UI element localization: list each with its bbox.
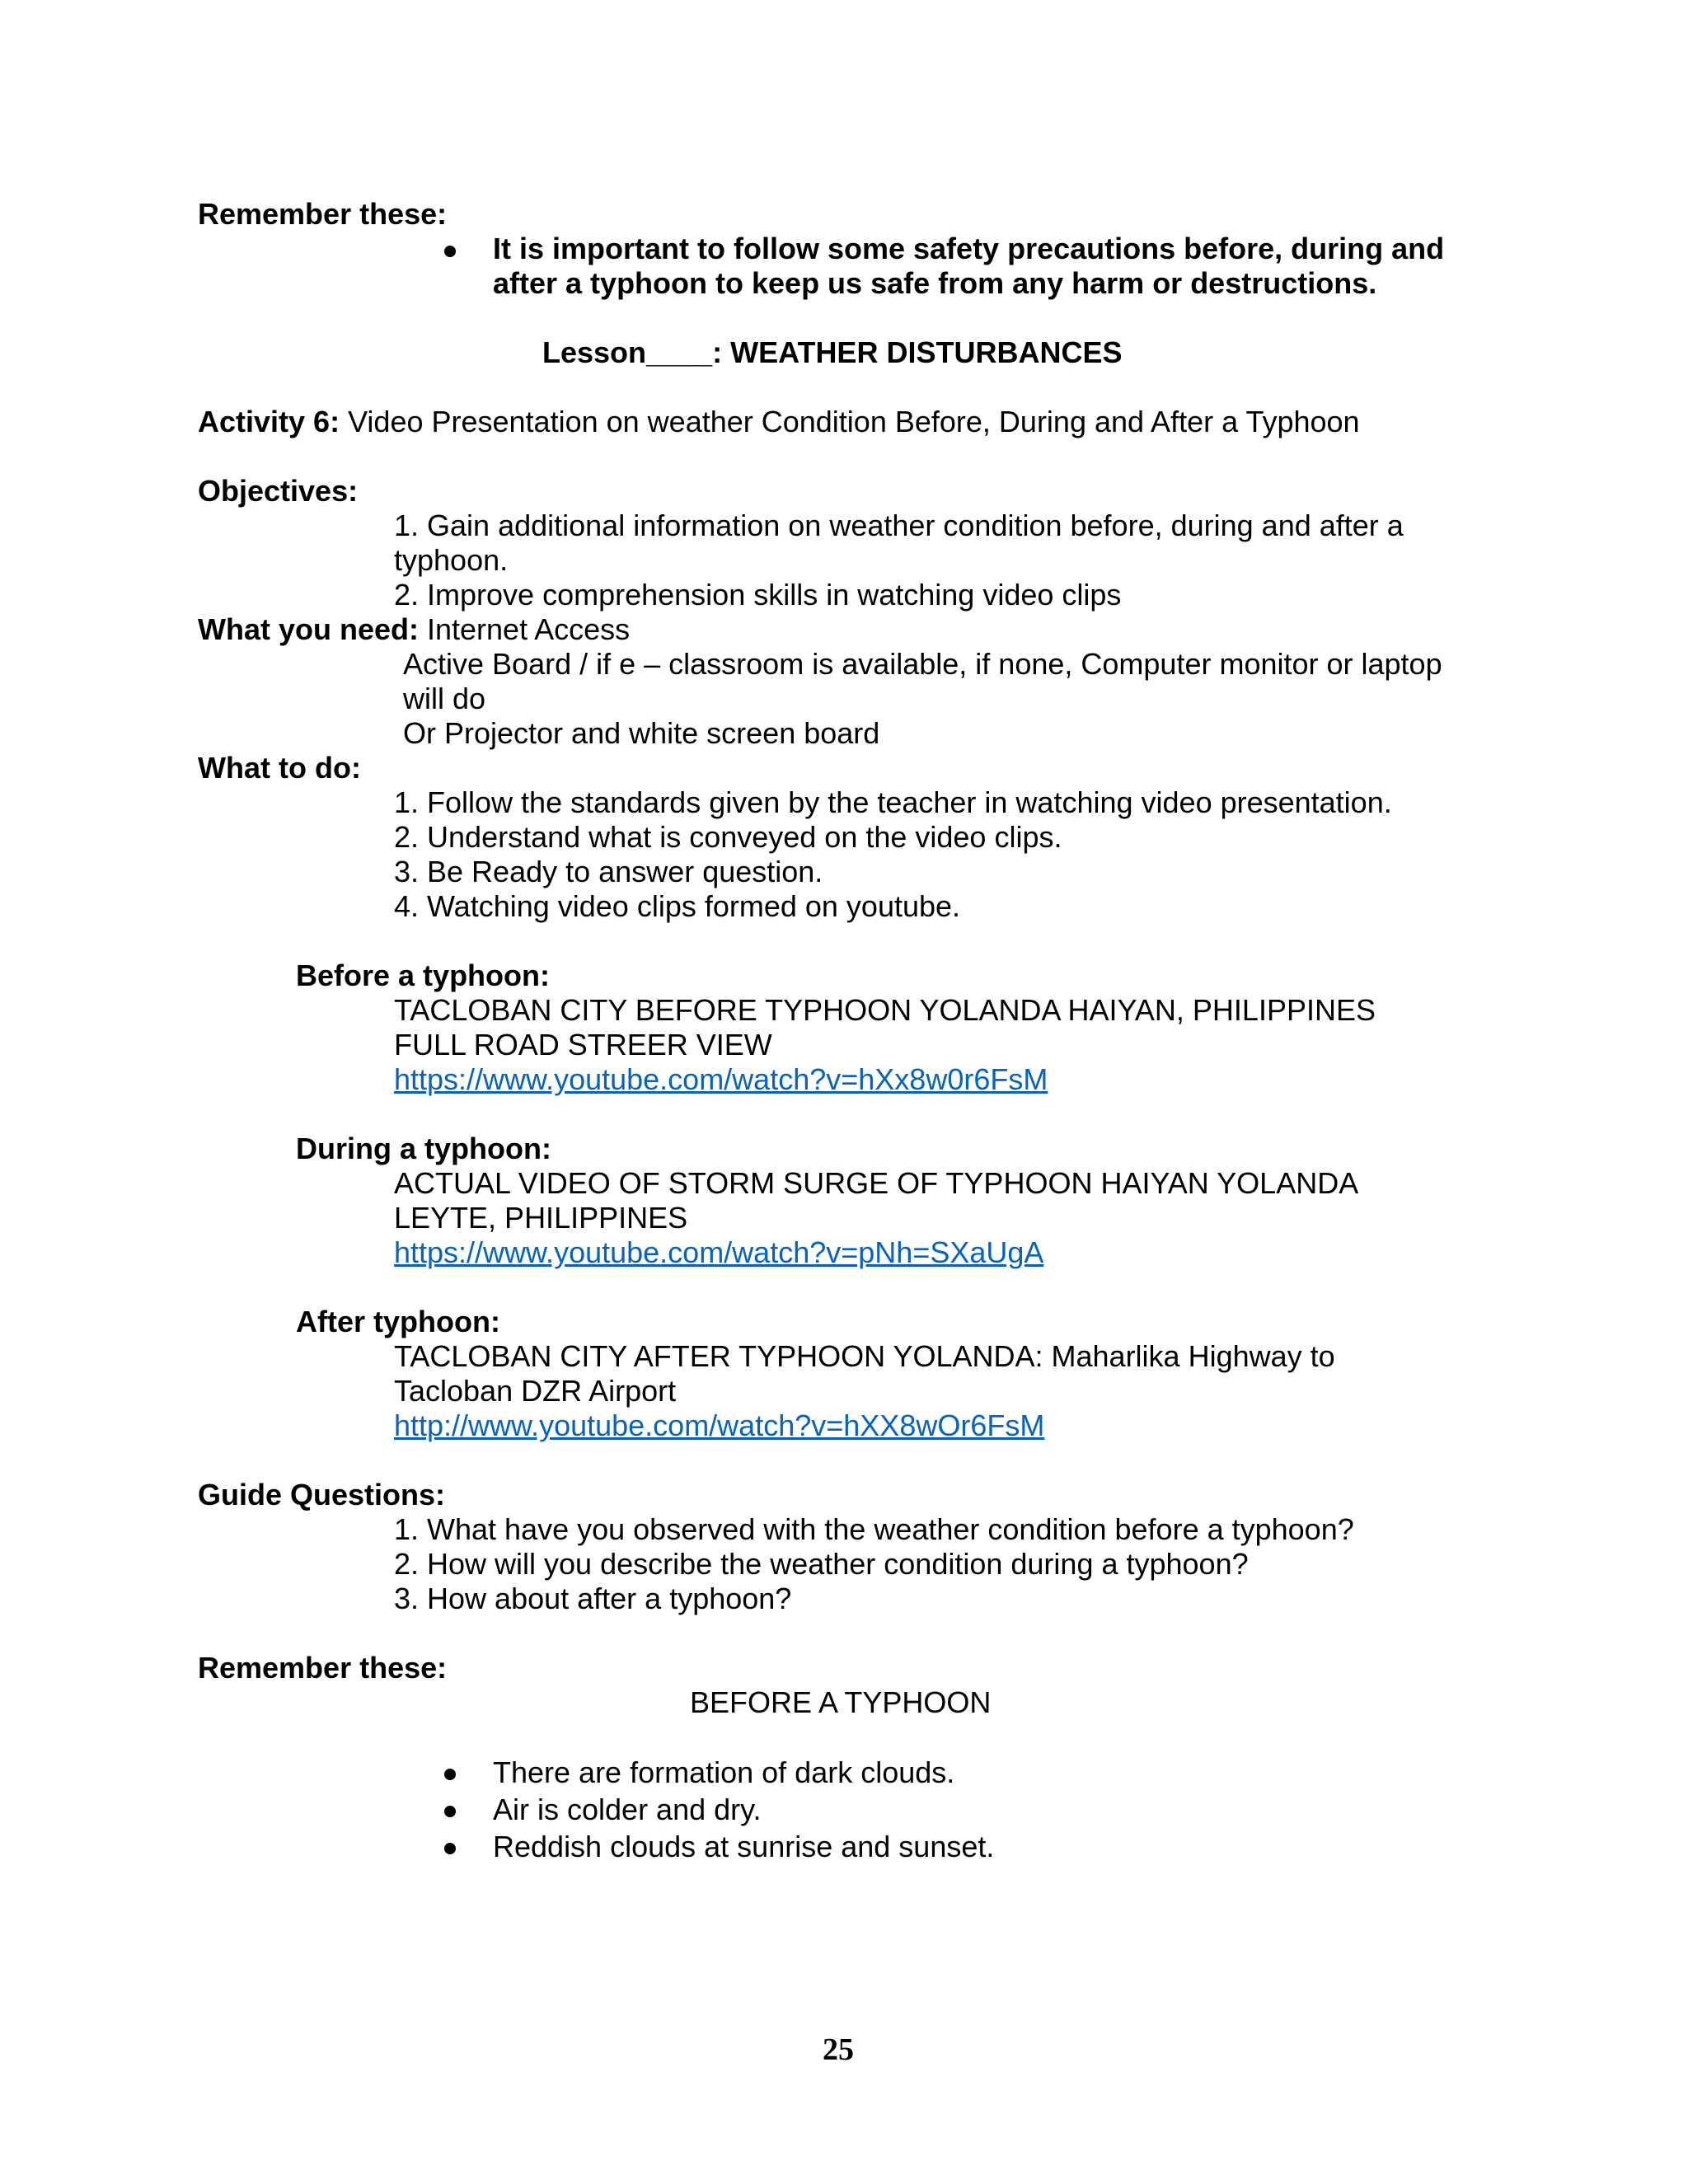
need-line-2: Active Board / if e – classroom is available, if none, Computer monitor or laptop [403,647,1442,681]
before-video-title-line2: FULL ROAD STREER VIEW [394,1028,772,1062]
activity-line [198,405,1360,439]
bullet-icon [444,246,456,257]
objectives-heading: Objectives: [198,474,359,508]
lesson-prefix: Lesson [542,335,647,369]
need-line-3: will do [403,682,486,715]
remember-bullet-line1: It is important to follow some safety precautions before, during and [493,232,1445,265]
after-video-title-line1: TACLOBAN CITY AFTER TYPHOON YOLANDA: Maharlika Highway to [394,1339,1335,1373]
guide-question: 2. How will you describe the weather condition during a typhoon? [394,1547,1249,1581]
activity-label: Activity 6: [198,405,340,438]
remember-heading: Remember these: [198,197,448,231]
sign-list-item: Reddish clouds at sunrise and sunset. [493,1830,995,1863]
guide-question: 3. How about after a typhoon? [394,1582,792,1615]
during-video-title-line1: ACTUAL VIDEO OF STORM SURGE OF TYPHOON HAIYAN YOLANDA [394,1166,1359,1200]
before-typhoon-subheading: BEFORE A TYPHOON [690,1685,992,1719]
bullet-icon [444,1806,456,1817]
remember2-heading: Remember these: [198,1651,448,1685]
before-video-title-line1: TACLOBAN CITY BEFORE TYPHOON YOLANDA HAIYAN, PHILIPPINES [394,993,1376,1027]
after-heading: After typhoon: [296,1305,500,1338]
need-line-4: Or Projector and white screen board [403,716,880,750]
during-video-title-line2: LEYTE, PHILIPPINES [394,1201,688,1235]
guide-question: 1. What have you observed with the weather condition before a typhoon? [394,1512,1354,1546]
objective-item-1-line1: 1. Gain additional information on weather condition before, during and after a [394,509,1404,542]
sign-list-item: Air is colder and dry. [493,1793,762,1826]
page-number: 25 [823,2032,854,2067]
objective-item-2: 2. Improve comprehension skills in watching video clips [394,578,1122,612]
bullet-icon [444,1843,456,1854]
lesson-name: : WEATHER DISTURBANCES [712,335,1123,369]
need-label: What you need: [198,612,419,646]
remember-bullet-line2: after a typhoon to keep us safe from any harm or destructions. [493,266,1377,300]
during-video-link[interactable]: https://www.youtube.com/watch?v=pNh=SXaUgA [394,1235,1044,1269]
objective-item-1-line2: typhoon. [394,543,509,577]
todo-item: 3. Be Ready to answer question. [394,855,823,888]
before-video-link[interactable]: https://www.youtube.com/watch?v=hXx8w0r6FsM [394,1062,1048,1096]
lesson-title [542,335,1122,370]
activity-text: Video Presentation on weather Condition Before, During and After a Typhoon [340,405,1360,438]
bullet-icon [444,1769,456,1780]
todo-item: 2. Understand what is conveyed on the video clips. [394,820,1062,854]
before-heading: Before a typhoon: [296,958,551,992]
remember2-heading-wrap [198,1651,447,1685]
need-line [198,612,630,647]
sign-list-item: There are formation of dark clouds. [493,1755,955,1789]
after-video-title-line2: Tacloban DZR Airport [394,1374,677,1408]
todo-item: 1. Follow the standards given by the teacher in watching video presentation. [394,785,1392,819]
after-video-link[interactable]: http://www.youtube.com/watch?v=hXX8wOr6FsM [394,1408,1045,1442]
guide-heading: Guide Questions: [198,1478,446,1511]
todo-item: 4. Watching video clips formed on youtube. [394,889,961,923]
todo-heading: What to do: [198,751,361,785]
need-first: Internet Access [419,612,631,646]
during-heading: During a typhoon: [296,1132,551,1165]
lesson-blank: ____ [646,335,713,369]
